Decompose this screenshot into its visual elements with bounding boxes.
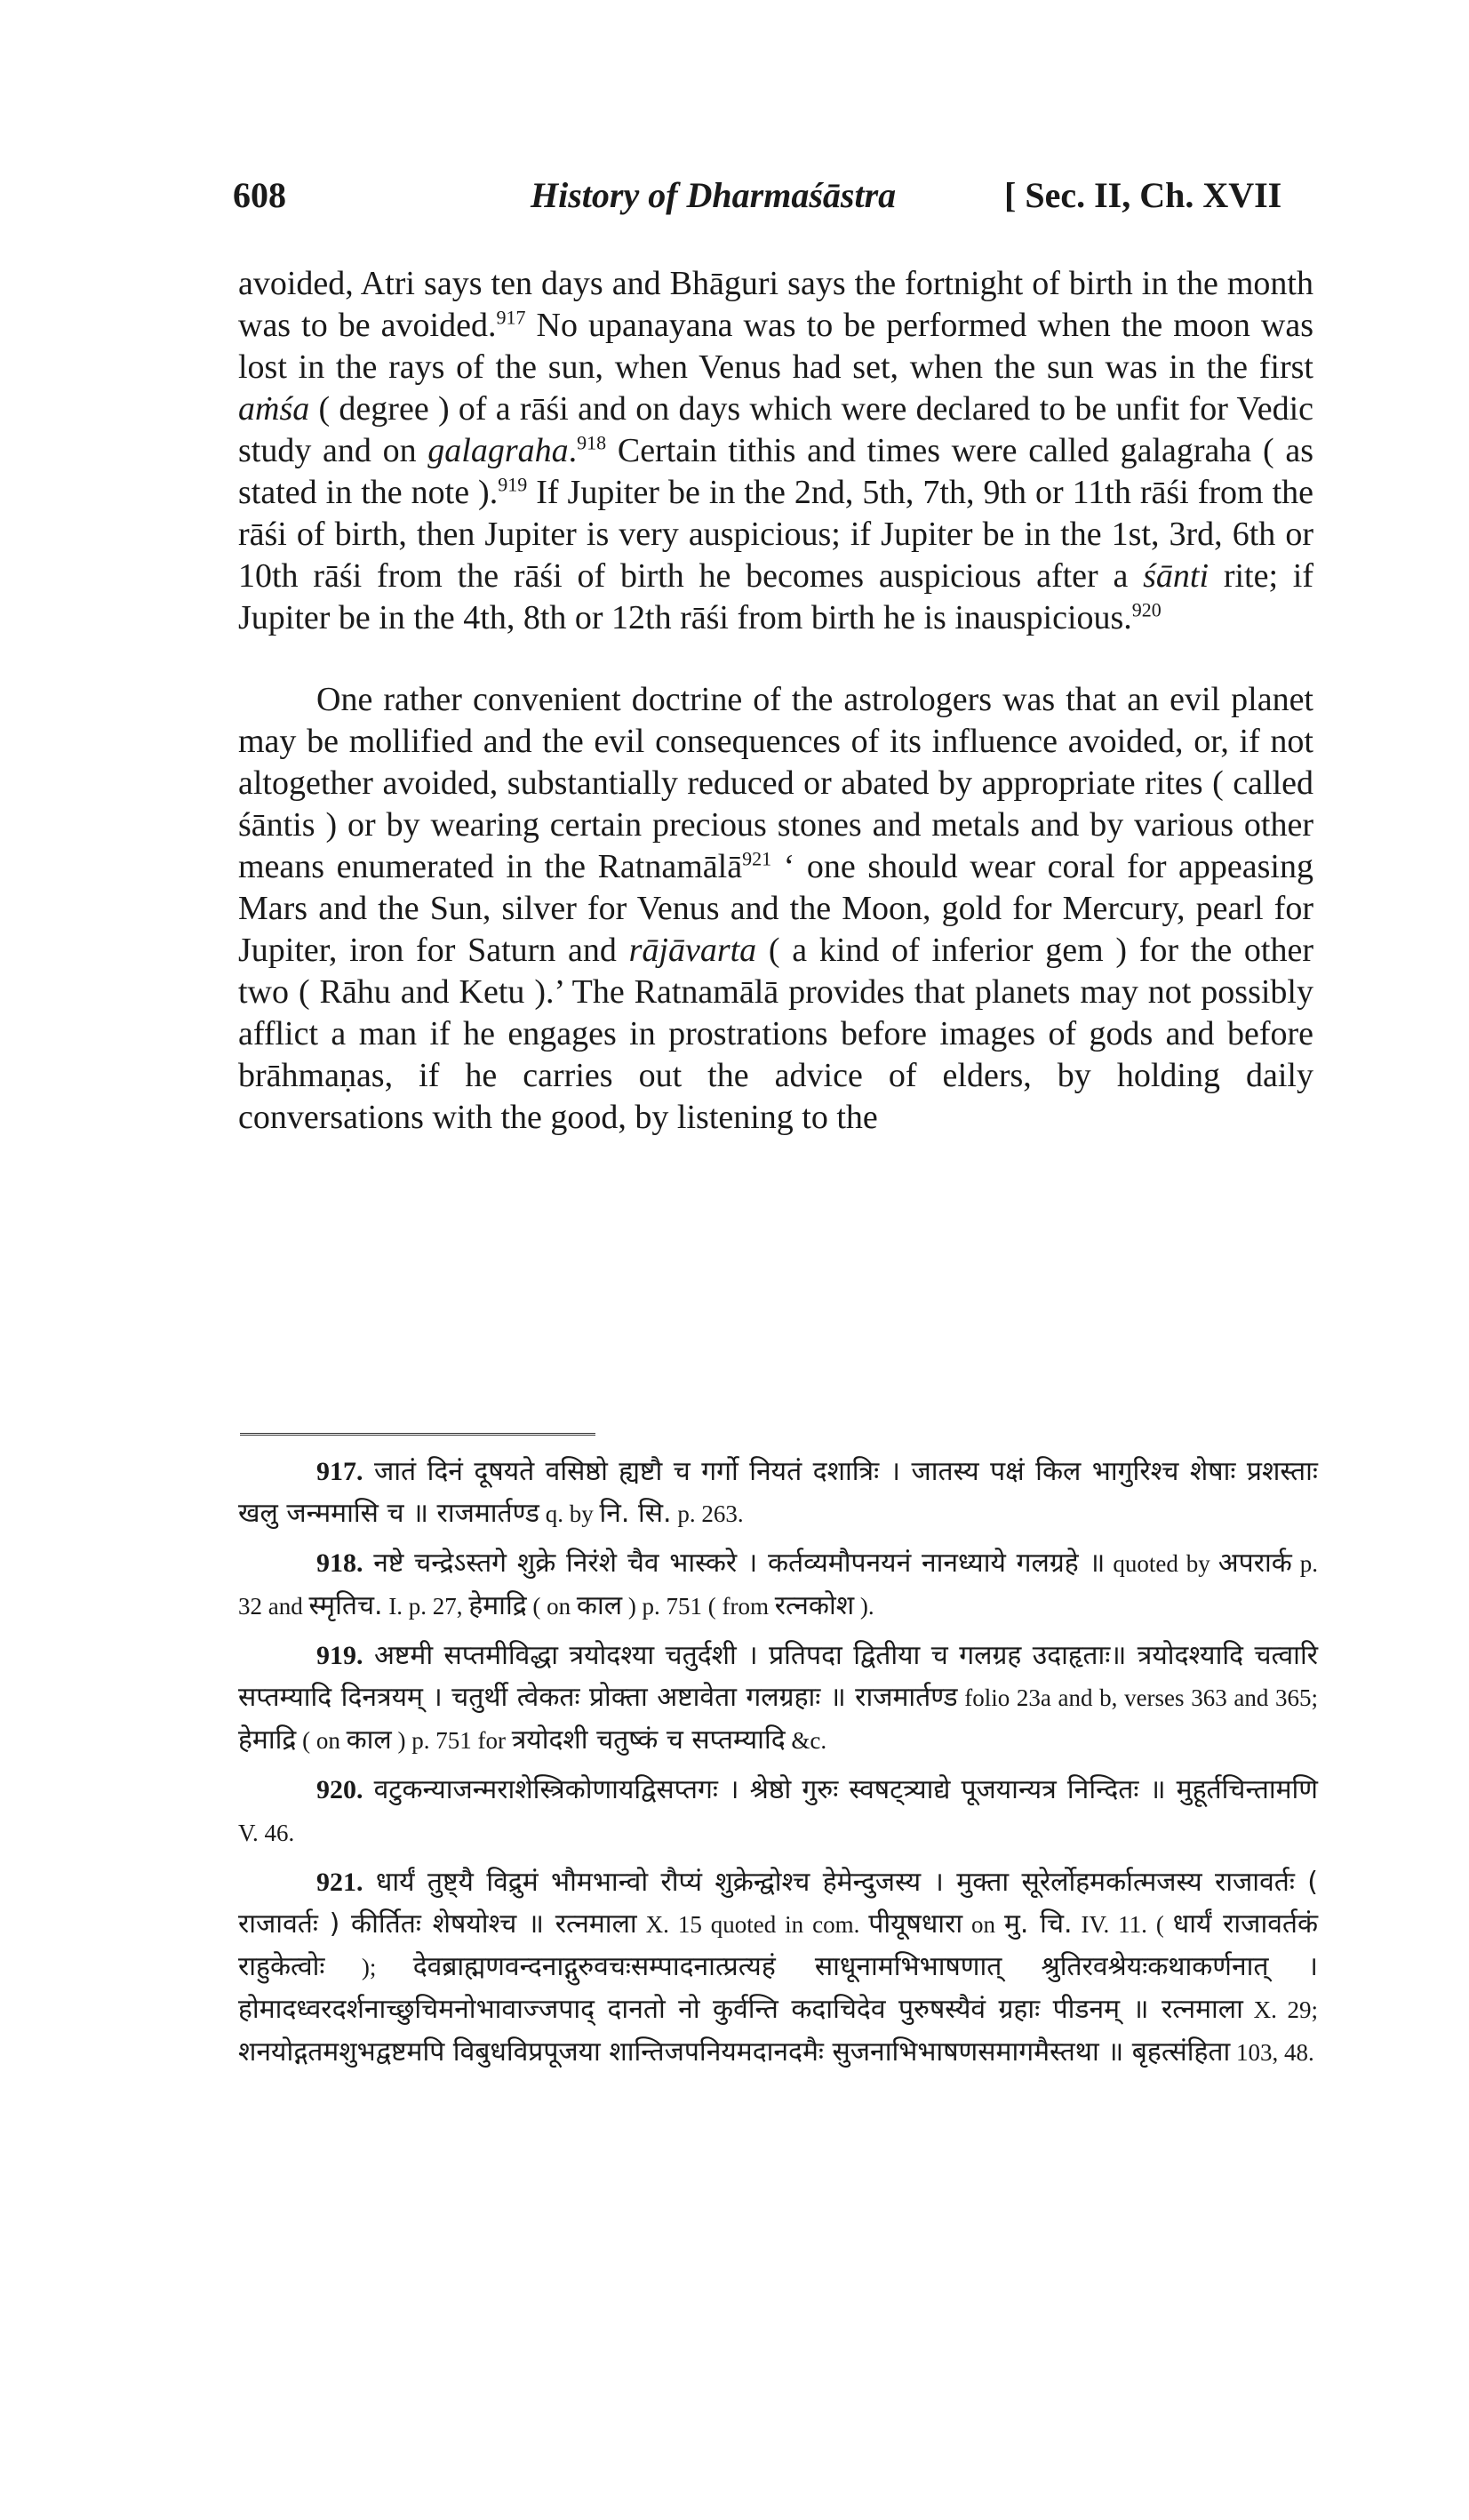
- text-run: avoided, Atri says ten days and Bhāguri says the fortnight of birth in the month was to be avoided.: [238, 265, 1313, 344]
- paragraph-1: [238, 263, 1313, 639]
- footnote-text: ).: [854, 1593, 874, 1620]
- footnote-ref-919: 919: [498, 473, 528, 496]
- footnote-text: देवब्राह्मणवन्दनाद्गुरुवचःसम्पादनात्प्रत्यहं साधूनामभिभाषणात् श्रुतिरवश्रेयःकथाकर्णनात् । होमादध्वरदर्शनाच्छुचिमनोभावाज्जपाद् दानतो नो कुर्वन्ति कदाचिदेव पुरुषस्यैवं ग्रहाः पीडनम् ॥ रत्नमाला: [238, 1951, 1318, 2025]
- footnote-text: p. 263.: [671, 1500, 744, 1527]
- footnote-number: 921.: [316, 1868, 363, 1897]
- text-run: .: [568, 432, 578, 469]
- footnote-text: धार्यं तुष्ट्यै विद्रुमं भौमभान्वो रौप्यं शुक्रेन्द्वोश्च हेमेन्दुजस्य । मुक्ता सूरेर्लोहमर्कात्मजस्य राजावर्तः ( राजावर्तः ) कीर्तितः शेषयोश्च ॥ रत्नमाला: [238, 1867, 1319, 1940]
- footnotes: [238, 1451, 1318, 2081]
- footnote-text: quoted by: [1105, 1550, 1218, 1577]
- footnote-text: काल: [576, 1590, 623, 1621]
- running-title: History of Dharmaśāstra: [531, 175, 897, 215]
- footnote-text: रत्नकोश: [774, 1590, 855, 1621]
- footnote-text: 103, 48.: [1230, 2039, 1314, 2066]
- text-run: ( a kind of inferior gem ) for the other two ( Rāhu and Ketu ).’ The Ratnamālā provides that planets may not possibly afflict a man if he engages in prostrations before images of gods and before brāhmaṇas, if he carries out the advice of elders, by holding daily conversations with the good, by listening to the: [238, 932, 1313, 1136]
- footnote-921: [238, 1861, 1318, 2074]
- footnote-text: हेमाद्रि: [238, 1724, 297, 1756]
- text-run: If Jupiter be in the 2nd, 5th, 7th, 9th or 11th rāśi from the rāśi of birth, then Jupiter is very auspicious; if Jupiter be in the 1st, 3rd, 6th or 10th rāśi from the rāśi of birth he becomes auspicious after a: [238, 474, 1313, 595]
- footnote-text: p. 32 and: [238, 1550, 1318, 1620]
- footnote-ref-917: 917: [496, 306, 526, 329]
- footnote-text: पीयूषधारा: [868, 1908, 963, 1940]
- italic-term: aṁśa: [238, 390, 310, 428]
- page-number: 608: [233, 175, 286, 215]
- footnote-text: स्मृतिच.: [308, 1590, 383, 1621]
- footnote-text: जातं दिनं दूषयते वसिष्ठो ह्यष्टौ च गर्गो नियतं दशात्रिः । जातस्य पक्षं किल भागुरिश्च शेषाः प्रशस्ताः खलु जन्ममासि च ॥ राजमार्तण्ड: [238, 1456, 1318, 1529]
- footnote-text: हेमाद्रि: [468, 1590, 527, 1621]
- footnote-ref-920: 920: [1131, 598, 1162, 621]
- text-run: ( degree ) of a rāśi and on days which were declared to be unfit for Vedic study and on: [238, 390, 1313, 469]
- footnote-text: I. p. 27,: [382, 1593, 469, 1620]
- footnote-text: X. 29;: [1242, 1996, 1319, 2023]
- footnote-text: नि. सि.: [599, 1498, 672, 1529]
- footnote-text: );: [324, 1954, 413, 1980]
- footnote-number: 918.: [316, 1548, 363, 1578]
- footnote-text: काल: [346, 1724, 392, 1756]
- footnote-text: on: [962, 1911, 1004, 1938]
- footnote-number: 919.: [316, 1641, 363, 1670]
- text-run: rite; if Jupiter be in the 4th, 8th or 12th rāśi from birth he is inauspicious.: [238, 557, 1314, 636]
- paragraph-2: [238, 679, 1313, 1139]
- footnote-text: &c.: [785, 1727, 827, 1754]
- footnote-text: मु. चि.: [1003, 1908, 1073, 1940]
- footnote-number: 917.: [316, 1457, 363, 1486]
- footnote-text: ) p. 751 for: [391, 1727, 512, 1754]
- text-run: ‘ one should wear coral for appeasing Mars and the Sun, silver for Venus and the Moon, gold for Mercury, pearl for Jupiter, iron for Saturn and: [238, 848, 1313, 969]
- footnote-text: folio 23a and b, verses 363 and 365;: [957, 1684, 1318, 1711]
- footnote-text: अष्टमी सप्तमीविद्धा त्रयोदश्या चतुर्दशी । प्रतिपदा द्वितीया च गलग्रह उदाहृताः॥ त्रयोदश्यादि चत्वारि सप्तम्यादि दिनत्रयम् । चतुर्थी त्वेकतः प्रोक्ता अष्टावेता गलग्रहाः ॥ राजमार्तण्ड: [238, 1640, 1318, 1713]
- footnote-920: [238, 1769, 1318, 1854]
- footnote-number: 920.: [316, 1775, 363, 1804]
- italic-term: galagraha: [427, 432, 569, 469]
- text-run: No upanayana was to be performed when the moon was lost in the rays of the sun, when Venus had set, when the sun was in the first: [238, 307, 1313, 386]
- footnote-text: नष्टे चन्द्रेऽस्तगे शुक्रे निरंशे चैव भास्करे । कर्तव्यमौपनयनं नानध्याये गलग्रहे ॥: [373, 1548, 1106, 1579]
- footnote-text: ( on: [296, 1727, 347, 1754]
- footnote-text: धार्यं राजावर्तकं राहुकेत्वोः: [238, 1908, 1319, 1982]
- footnote-text: त्रयोदशी चतुष्कं च सप्तम्यादि: [511, 1724, 786, 1756]
- italic-term: śānti: [1143, 557, 1210, 595]
- footnote-919: [238, 1635, 1318, 1762]
- footnote-ref-921: 921: [742, 847, 772, 870]
- footnote-917: [238, 1451, 1318, 1535]
- footnote-918: [238, 1542, 1318, 1628]
- footnote-divider: [240, 1433, 595, 1436]
- page-header: [233, 174, 1317, 228]
- footnote-text: ( on: [526, 1593, 577, 1620]
- footnote-text: IV. 11. (: [1072, 1911, 1173, 1938]
- footnote-text: ) p. 751 ( from: [622, 1593, 775, 1620]
- footnote-text: V. 46.: [238, 1820, 295, 1846]
- footnote-text: शनयोद्गतमशुभद्वष्टमपि विबुधविप्रपूजया शान्तिजपनियमदानदमैः सुजनाभिभाषणसमागमैस्तथा ॥ बृहत्संहिता: [238, 2036, 1231, 2068]
- footnote-text: वटुकन्याजन्मराशेस्त्रिकोणायद्विसप्तगः । श्रेष्ठो गुरुः स्वषट्त्र्याद्ये पूजयान्यत्र निन्दितः ॥ मुहूर्तचिन्तामणि: [373, 1774, 1318, 1805]
- footnote-text: q. by: [539, 1500, 600, 1527]
- text-run: One rather convenient doctrine of the astrologers was that an evil planet may be mollified and the evil consequences of its influence avoided, or, if not altogether avoided, substantially reduced or abated by appropriate rites ( called śāntis ) or by wearing certain precious stones and metals and by various other means enumerated in the Ratnamālā: [238, 681, 1313, 885]
- main-text: [238, 263, 1313, 1139]
- italic-term: rājāvarta: [628, 932, 757, 969]
- text-run: Certain tithis and times were called galagraha ( as stated in the note ).: [238, 432, 1313, 511]
- footnote-text: अपरार्क: [1218, 1548, 1292, 1579]
- footnote-text: X. 15 quoted in com.: [636, 1911, 869, 1938]
- footnote-ref-918: 918: [577, 431, 607, 454]
- section-reference: [ Sec. II, Ch. XVII: [1004, 175, 1282, 215]
